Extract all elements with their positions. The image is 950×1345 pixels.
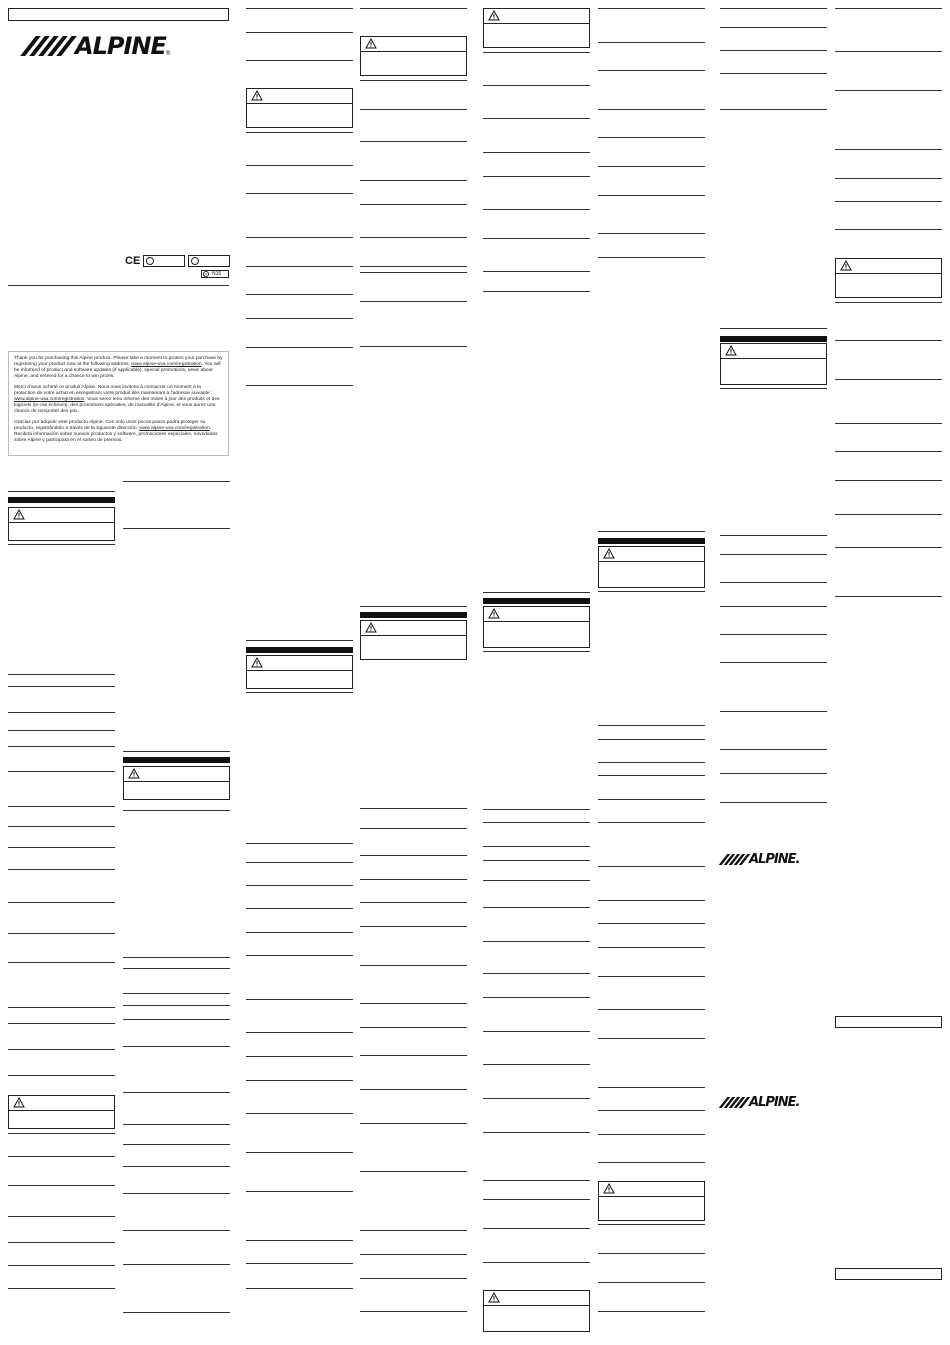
warning-triangle-icon	[725, 345, 737, 356]
logo-slashes-icon	[723, 1097, 749, 1108]
brand-logo-small-1	[723, 852, 799, 867]
warning-triangle-icon	[251, 657, 263, 668]
warning-box	[8, 1095, 115, 1129]
blank-field-box	[835, 1016, 942, 1028]
warning-triangle-icon	[488, 1292, 500, 1303]
warning-box	[598, 1181, 705, 1221]
warning-box	[123, 766, 230, 800]
warning-box	[598, 546, 705, 588]
column-f	[598, 0, 705, 1345]
registration-link-fr[interactable]: www.alpine-usa.com/registration	[14, 397, 85, 402]
column-e	[483, 0, 590, 1345]
column-a	[8, 0, 115, 1345]
warning-triangle-icon	[603, 548, 615, 559]
warning-box	[246, 655, 353, 689]
warning-triangle-icon	[488, 10, 500, 21]
logo-slashes-icon	[723, 854, 749, 865]
column-d	[360, 0, 467, 1345]
registered-mark: ®	[165, 51, 171, 57]
n-code-badge: c N16	[201, 270, 229, 278]
warning-triangle-icon	[365, 38, 377, 49]
warning-box	[8, 507, 115, 541]
column-g	[720, 0, 827, 1345]
warning-box	[483, 8, 590, 48]
warning-triangle-icon	[840, 260, 852, 271]
blank-field-box	[835, 1268, 942, 1280]
warning-triangle-icon	[128, 768, 140, 779]
column-h	[835, 0, 942, 1345]
registration-link-en[interactable]: www.alpine-usa.com/registration	[131, 362, 202, 367]
warning-triangle-icon	[13, 509, 25, 520]
ce-mark-icon: CE	[125, 255, 141, 267]
warning-triangle-icon	[603, 1183, 615, 1194]
warning-box	[246, 88, 353, 128]
brand-wordmark-small: ALPINE.	[749, 1095, 800, 1110]
warning-box	[360, 620, 467, 660]
warning-triangle-icon	[13, 1097, 25, 1108]
warning-box	[720, 343, 827, 385]
registration-french: Merci d'avoir acheté ce produit Alpine. Nous vous invitons à consacrer un moment à la protection de votre achat en enregistrant votre produit dès maintenant à l'adresse suivante : www.alpine-usa.com/registration. Vous serez tenu informé des mises à jour des produits et des logiciels (le cas échéant), des promotions spéciales, de l'actualité d'Alpine, et vous aurez une chance de remporter des prix.	[14, 385, 220, 414]
registration-spanish: Gracias por adquirir este producto Alpine. Con solo unos pocos pasos podrá proteger su producto, registrándolo a través de la siguiente dirección: www.alpine-usa.com/registration. Recibirá información sobre nuevos productos y software, promociones especiales, novedades sobre Alpine y participará en el sorteo de premios.	[14, 420, 218, 443]
c-tick-icon: c	[205, 271, 207, 276]
warning-triangle-icon	[488, 608, 500, 619]
warning-triangle-icon	[365, 622, 377, 633]
warning-triangle-icon	[251, 90, 263, 101]
warning-box	[483, 606, 590, 648]
brand-wordmark-small: ALPINE.	[749, 852, 800, 867]
column-b	[123, 0, 230, 1345]
registration-link-es[interactable]: www.alpine-usa.com/registration	[139, 426, 210, 431]
warning-box	[360, 36, 467, 76]
brand-wordmark: ALPINE	[75, 32, 166, 60]
warning-box	[835, 258, 942, 298]
brand-logo-small-2	[723, 1095, 799, 1110]
warning-box	[483, 1290, 590, 1332]
column-c	[246, 0, 353, 1345]
registration-english: Thank you for purchasing this Alpine product. Please take a moment to protect your purchase by registering your product now at the following address: www.alpine-usa.com/registration. You will be informed of product and software updates (if applicable), special promotions, news about Alpine, and entered for a chance to win prizes.	[14, 356, 223, 379]
